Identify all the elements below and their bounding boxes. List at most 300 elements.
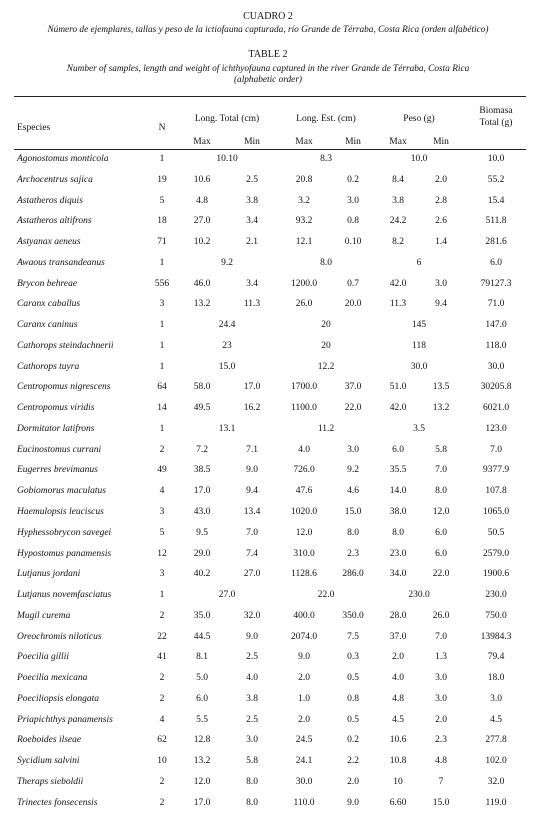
cell-pmax: 34.0 xyxy=(389,569,407,580)
cell-n: 22 xyxy=(157,631,167,642)
table-row xyxy=(0,171,536,192)
cell-ltmax: 44.5 xyxy=(193,631,211,642)
cell-lemax: 2.0 xyxy=(298,714,310,725)
cell-pmax: 42.0 xyxy=(389,278,407,289)
cell-pmin: 13.5 xyxy=(432,382,450,393)
table-row xyxy=(0,648,536,669)
header-lt-max: Max xyxy=(193,137,211,147)
cell-lt: 27.0 xyxy=(218,590,236,601)
cell-bio: 2579.0 xyxy=(482,548,510,559)
cell-lemin: 0.2 xyxy=(347,174,359,185)
cell-pmax: 37.0 xyxy=(389,631,407,642)
cell-ltmin: 17.0 xyxy=(243,382,261,393)
cell-pmax: 8.2 xyxy=(392,237,404,248)
cell-n: 4 xyxy=(159,714,165,725)
table-row xyxy=(0,233,536,254)
header-peso-min: Min xyxy=(433,137,449,147)
header-n: N xyxy=(158,123,166,133)
cell-lemax: 1128.6 xyxy=(291,569,317,580)
species-name: Cathorops tuyra xyxy=(17,361,80,372)
cell-ltmax: 10.2 xyxy=(193,237,211,248)
cell-bio: 50.5 xyxy=(487,527,505,538)
cell-le: 11.2 xyxy=(317,423,335,434)
cell-lemax: 1020.0 xyxy=(290,507,318,518)
cell-ltmin: 7.0 xyxy=(246,527,258,538)
cell-lemax: 47.6 xyxy=(295,486,313,497)
cell-n: 12 xyxy=(157,548,167,559)
cell-ltmin: 8.0 xyxy=(246,776,258,787)
cell-lemax: 726.0 xyxy=(293,465,315,476)
cell-lemin: 2.0 xyxy=(347,776,359,787)
cell-ltmin: 2.5 xyxy=(246,174,258,185)
species-name: Sycidium salvini xyxy=(17,756,80,767)
cell-le: 20 xyxy=(321,340,331,351)
cell-lemax: 400.0 xyxy=(293,610,315,621)
table-row xyxy=(0,586,536,607)
cell-ltmin: 3.8 xyxy=(246,693,258,704)
cell-n: 64 xyxy=(157,382,167,393)
species-name: Eucinostomus currani xyxy=(17,444,102,455)
cell-lemax: 2.0 xyxy=(298,673,310,684)
cell-peso: 230.0 xyxy=(408,590,430,601)
cell-bio: 750.0 xyxy=(485,610,507,621)
table-row xyxy=(0,690,536,711)
cell-ltmax: 17.0 xyxy=(193,797,211,808)
cell-ltmin: 7.1 xyxy=(246,444,258,455)
cell-n: 10 xyxy=(157,756,167,767)
cell-n: 2 xyxy=(159,444,165,455)
cell-pmin: 7.0 xyxy=(435,465,447,476)
cell-lt: 24.4 xyxy=(218,320,236,331)
cell-n: 1 xyxy=(159,257,165,268)
species-name: Dormitator latifrons xyxy=(17,423,95,434)
cell-pmin: 13.2 xyxy=(432,403,450,414)
cell-lemin: 0.7 xyxy=(347,278,359,289)
table-row xyxy=(0,254,536,275)
cell-bio: 79127.3 xyxy=(480,278,512,289)
cell-n: 1 xyxy=(159,154,165,164)
species-name: Awaous transandeanus xyxy=(17,257,105,268)
species-name: Caranx caballus xyxy=(17,299,81,310)
cell-lemin: 22.0 xyxy=(344,403,362,414)
cell-pmin: 9.4 xyxy=(435,299,447,310)
cell-ltmax: 9.5 xyxy=(196,527,208,538)
cell-lemax: 24.5 xyxy=(295,735,313,746)
cell-pmax: 2.0 xyxy=(392,652,404,663)
table-row xyxy=(0,545,536,566)
cell-ltmin: 7.4 xyxy=(246,548,258,559)
cell-pmax: 28.0 xyxy=(389,610,407,621)
header-peso-max: Max xyxy=(389,137,407,147)
cell-lemax: 93.2 xyxy=(295,216,313,227)
cell-pmax: 11.3 xyxy=(389,299,407,310)
cell-peso: 30.0 xyxy=(410,361,428,372)
species-name: Caranx caninus xyxy=(17,320,78,331)
header-long-est: Long. Est. (cm) xyxy=(296,114,356,124)
header-biomasa: Biomasa xyxy=(479,106,513,116)
cell-n: 41 xyxy=(157,652,167,663)
cell-pmax: 51.0 xyxy=(389,382,407,393)
header-lt-min: Min xyxy=(244,137,260,147)
cell-lemin: 2.3 xyxy=(347,548,359,559)
cell-ltmin: 3.4 xyxy=(246,278,258,289)
table-number-en: TABLE 2 xyxy=(248,49,288,60)
cell-lemin: 0.8 xyxy=(347,216,359,227)
cell-n: 1 xyxy=(159,340,165,351)
header-le-max: Max xyxy=(295,137,313,147)
cell-pmax: 42.0 xyxy=(389,403,407,414)
cell-ltmin: 2.5 xyxy=(246,652,258,663)
cell-pmin: 2.8 xyxy=(435,195,447,206)
species-name: Lutjanus jordani xyxy=(17,569,81,580)
table-row xyxy=(0,773,536,794)
cell-n: 2 xyxy=(159,693,165,704)
cell-bio: 9377.9 xyxy=(482,465,510,476)
header-le-min: Min xyxy=(345,137,361,147)
table-row xyxy=(0,669,536,690)
table-title-en-line2: (alphabetic order) xyxy=(233,75,303,85)
cell-ltmax: 49.5 xyxy=(193,403,211,414)
table-number-es: CUADRO 2 xyxy=(243,11,293,22)
cell-pmax: 14.0 xyxy=(389,486,407,497)
cell-pmin: 1.4 xyxy=(435,237,447,248)
cell-ltmax: 35.0 xyxy=(193,610,211,621)
cell-lemax: 4.0 xyxy=(298,444,310,455)
cell-lemin: 3.0 xyxy=(347,195,359,206)
table-row xyxy=(0,565,536,586)
cell-n: 2 xyxy=(159,776,165,787)
cell-ltmin: 2.5 xyxy=(246,714,258,725)
cell-ltmin: 9.4 xyxy=(246,486,258,497)
table-row xyxy=(0,524,536,545)
cell-lemax: 110.0 xyxy=(293,797,315,808)
cell-n: 1 xyxy=(159,590,165,601)
cell-pmin: 2.3 xyxy=(435,735,447,746)
cell-le: 20 xyxy=(321,320,331,331)
cell-ltmax: 7.2 xyxy=(196,444,208,455)
cell-n: 5 xyxy=(159,195,165,206)
cell-pmin: 6.0 xyxy=(435,548,447,559)
cell-ltmax: 8.1 xyxy=(196,652,208,663)
cell-peso: 3.5 xyxy=(413,423,425,434)
header-biomasa-total: Total (g) xyxy=(479,118,513,128)
cell-lt: 13.1 xyxy=(218,423,236,434)
cell-lt: 10.10 xyxy=(216,154,238,164)
species-name: Lutjanus novemfasciatus xyxy=(17,590,112,601)
cell-n: 1 xyxy=(159,361,165,372)
cell-bio: 55.2 xyxy=(487,174,505,185)
cell-n: 3 xyxy=(159,299,165,310)
cell-lemin: 2.2 xyxy=(347,756,359,767)
cell-pmax: 4.0 xyxy=(392,673,404,684)
cell-lemin: 0.5 xyxy=(347,673,359,684)
cell-pmax: 10 xyxy=(393,776,403,787)
species-name: Astatheros diquis xyxy=(17,195,83,206)
cell-pmax: 24.2 xyxy=(389,216,407,227)
cell-ltmin: 13.4 xyxy=(243,507,261,518)
table-row xyxy=(0,337,536,358)
cell-n: 3 xyxy=(159,507,165,518)
cell-bio: 281.6 xyxy=(485,237,507,248)
table-body xyxy=(0,150,536,815)
cell-pmax: 8.4 xyxy=(392,174,404,185)
cell-bio: 6021.0 xyxy=(482,403,510,414)
table-row xyxy=(0,399,536,420)
species-name: Astyanax aeneus xyxy=(17,237,81,248)
table-row xyxy=(0,607,536,628)
cell-lemax: 26.0 xyxy=(295,299,313,310)
cell-ltmin: 16.2 xyxy=(243,403,261,414)
cell-pmin: 2.6 xyxy=(435,216,447,227)
cell-le: 8.3 xyxy=(320,154,332,164)
table-row xyxy=(0,711,536,732)
cell-lemax: 1100.0 xyxy=(291,403,317,414)
cell-lemin: 0.8 xyxy=(347,693,359,704)
cell-lt: 9.2 xyxy=(221,257,233,268)
table-row xyxy=(0,275,536,296)
species-name: Centropomus nigrescens xyxy=(17,382,111,393)
species-name: Hypostomus panamensis xyxy=(17,548,112,559)
cell-n: 19 xyxy=(157,174,167,185)
cell-ltmax: 27.0 xyxy=(193,216,211,227)
cell-n: 2 xyxy=(159,610,165,621)
cell-peso: 10.0 xyxy=(410,154,428,164)
species-name: Agonostomus monticola xyxy=(17,154,109,164)
table-row xyxy=(0,461,536,482)
table-row xyxy=(0,482,536,503)
cell-bio: 511.8 xyxy=(485,216,507,227)
cell-peso: 145 xyxy=(411,320,427,331)
cell-ltmax: 5.0 xyxy=(196,673,208,684)
cell-lemin: 20.0 xyxy=(344,299,362,310)
cell-bio: 102.0 xyxy=(485,756,507,767)
cell-lemin: 8.0 xyxy=(347,527,359,538)
cell-ltmin: 27.0 xyxy=(243,569,261,580)
cell-ltmax: 13.2 xyxy=(193,299,211,310)
cell-lemin: 0.2 xyxy=(347,735,359,746)
cell-lemax: 30.0 xyxy=(295,776,313,787)
cell-ltmin: 9.0 xyxy=(246,465,258,476)
species-name: Archocentrus sajica xyxy=(17,174,93,185)
cell-pmin: 2.0 xyxy=(435,714,447,725)
cell-pmin: 2.0 xyxy=(435,174,447,185)
cell-pmax: 8.0 xyxy=(392,527,404,538)
cell-ltmax: 12.8 xyxy=(193,735,211,746)
cell-pmin: 3.0 xyxy=(435,693,447,704)
species-name: Theraps sieboldii xyxy=(17,776,84,787)
cell-bio: 30.0 xyxy=(487,361,505,372)
cell-lemin: 9.2 xyxy=(347,465,359,476)
cell-pmax: 38.0 xyxy=(389,507,407,518)
table-row xyxy=(0,212,536,233)
cell-n: 2 xyxy=(159,797,165,808)
table-row xyxy=(0,150,536,171)
cell-ltmax: 5.5 xyxy=(196,714,208,725)
cell-pmin: 3.0 xyxy=(435,673,447,684)
cell-ltmin: 9.0 xyxy=(246,631,258,642)
species-name: Brycon behreae xyxy=(17,278,78,289)
cell-n: 18 xyxy=(157,216,167,227)
species-name: Roeboides ilseae xyxy=(17,735,82,746)
header-long-total: Long. Total (cm) xyxy=(194,114,260,124)
cell-lemin: 4.6 xyxy=(347,486,359,497)
cell-bio: 71.0 xyxy=(487,299,505,310)
cell-ltmax: 10.6 xyxy=(193,174,211,185)
cell-bio: 15.4 xyxy=(487,195,505,206)
cell-lemax: 12.0 xyxy=(295,527,313,538)
cell-n: 556 xyxy=(154,278,170,289)
cell-peso: 118 xyxy=(412,340,426,351)
table-row xyxy=(0,316,536,337)
cell-bio: 277.8 xyxy=(485,735,507,746)
cell-ltmax: 13.2 xyxy=(193,756,211,767)
cell-pmin: 22.0 xyxy=(432,569,450,580)
cell-pmin: 5.8 xyxy=(435,444,447,455)
cell-peso: 6 xyxy=(416,257,422,268)
species-name: Cathorops steindachnerii xyxy=(17,340,114,351)
cell-pmax: 23.0 xyxy=(389,548,407,559)
cell-bio: 6.0 xyxy=(490,257,502,268)
cell-pmin: 12.0 xyxy=(432,507,450,518)
cell-pmin: 1.3 xyxy=(435,652,447,663)
cell-n: 1 xyxy=(159,320,165,331)
cell-lemin: 0.5 xyxy=(347,714,359,725)
cell-n: 4 xyxy=(159,486,165,497)
table-title-es: Número de ejemplares, tallas y peso de la ictiofauna capturada, río Grande de Térraba, Costa Rica (orden alfabético) xyxy=(47,25,489,35)
cell-ltmin: 3.8 xyxy=(246,195,258,206)
cell-pmin: 7.0 xyxy=(435,631,447,642)
species-name: Poecilia gillii xyxy=(17,652,69,663)
cell-lemin: 0.10 xyxy=(344,237,362,248)
cell-le: 22.0 xyxy=(317,590,335,601)
cell-ltmin: 32.0 xyxy=(243,610,261,621)
cell-lemin: 0.3 xyxy=(347,652,359,663)
cell-le: 8.0 xyxy=(320,257,332,268)
species-name: Poeciliopsis elongata xyxy=(17,693,100,704)
cell-n: 5 xyxy=(159,527,165,538)
table-row xyxy=(0,752,536,773)
cell-bio: 30205.8 xyxy=(480,382,512,393)
cell-pmax: 10.8 xyxy=(389,756,407,767)
table-row xyxy=(0,503,536,524)
species-name: Centropomus viridis xyxy=(17,403,95,414)
cell-bio: 13984.3 xyxy=(480,631,512,642)
table-row xyxy=(0,378,536,399)
cell-lemax: 9.0 xyxy=(298,652,310,663)
cell-pmax: 10.6 xyxy=(389,735,407,746)
cell-lemax: 1.0 xyxy=(298,693,310,704)
cell-lemin: 37.0 xyxy=(344,382,362,393)
cell-ltmax: 46.0 xyxy=(193,278,211,289)
cell-bio: 119.0 xyxy=(485,797,507,808)
cell-lemax: 20.8 xyxy=(295,174,313,185)
table-row xyxy=(0,628,536,649)
species-name: Poecilia mexicana xyxy=(17,673,88,684)
cell-n: 49 xyxy=(157,465,167,476)
cell-pmin: 26.0 xyxy=(432,610,450,621)
cell-ltmax: 17.0 xyxy=(193,486,211,497)
cell-bio: 18.0 xyxy=(487,673,505,684)
cell-ltmax: 58.0 xyxy=(193,382,211,393)
cell-ltmin: 3.0 xyxy=(246,735,258,746)
cell-lemax: 12.1 xyxy=(295,237,313,248)
cell-lemax: 1200.0 xyxy=(290,278,318,289)
cell-lt: 23 xyxy=(222,340,232,351)
cell-ltmax: 4.8 xyxy=(196,195,208,206)
species-name: Oreochromis niloticus xyxy=(17,631,102,642)
cell-n: 71 xyxy=(157,237,167,248)
cell-pmin: 4.8 xyxy=(435,756,447,767)
cell-bio: 3.0 xyxy=(490,693,502,704)
cell-n: 14 xyxy=(157,403,167,414)
table-row xyxy=(0,358,536,379)
table-row xyxy=(0,794,536,815)
cell-pmax: 6.0 xyxy=(392,444,404,455)
cell-pmax: 4.8 xyxy=(392,693,404,704)
cell-bio: 79.4 xyxy=(487,652,505,663)
species-name: Mugil curema xyxy=(17,610,71,621)
cell-ltmin: 8.0 xyxy=(246,797,258,808)
cell-lemax: 2074.0 xyxy=(290,631,318,642)
table-title-en-line1: Number of samples, length and weight of ichthyofauna captured in the river Grande de Térraba, Costa Rica xyxy=(66,64,470,74)
table-row xyxy=(0,441,536,462)
cell-bio: 123.0 xyxy=(485,423,507,434)
cell-bio: 4.5 xyxy=(490,714,502,725)
cell-lemin: 350.0 xyxy=(342,610,364,621)
cell-lemin: 286.0 xyxy=(342,569,364,580)
cell-lemax: 3.2 xyxy=(298,195,310,206)
cell-lemax: 1700.0 xyxy=(290,382,318,393)
cell-ltmax: 12.0 xyxy=(193,776,211,787)
cell-ltmax: 40.2 xyxy=(193,569,211,580)
top-rule xyxy=(14,96,526,97)
cell-lemax: 310.0 xyxy=(293,548,315,559)
cell-n: 2 xyxy=(159,673,165,684)
species-name: Haemulopsis leuciscus xyxy=(17,507,104,518)
species-name: Trinectes fonsecensis xyxy=(17,797,98,808)
species-name: Hyphessobrycon savegei xyxy=(17,527,112,538)
table-row xyxy=(0,295,536,316)
cell-ltmin: 3.4 xyxy=(246,216,258,227)
header-peso: Peso (g) xyxy=(403,114,435,124)
cell-pmin: 8.0 xyxy=(435,486,447,497)
cell-lemin: 7.5 xyxy=(347,631,359,642)
cell-ltmax: 43.0 xyxy=(193,507,211,518)
cell-le: 12.2 xyxy=(317,361,335,372)
cell-ltmax: 29.0 xyxy=(193,548,211,559)
cell-ltmin: 4.0 xyxy=(246,673,258,684)
cell-pmax: 6.60 xyxy=(389,797,407,808)
cell-pmin: 6.0 xyxy=(435,527,447,538)
cell-lemin: 3.0 xyxy=(347,444,359,455)
cell-pmax: 3.8 xyxy=(392,195,404,206)
cell-pmin: 3.0 xyxy=(435,278,447,289)
header-species: Especies xyxy=(17,123,51,133)
table-row xyxy=(0,192,536,213)
cell-bio: 1065.0 xyxy=(482,507,510,518)
cell-bio: 107.8 xyxy=(485,486,507,497)
cell-ltmax: 6.0 xyxy=(196,693,208,704)
cell-ltmin: 5.8 xyxy=(246,756,258,767)
table-row xyxy=(0,420,536,441)
cell-lt: 15.0 xyxy=(218,361,236,372)
cell-bio: 147.0 xyxy=(485,320,507,331)
table-row xyxy=(0,731,536,752)
cell-ltmax: 38.5 xyxy=(193,465,211,476)
species-name: Eugerres brevimanus xyxy=(17,465,98,476)
cell-bio: 32.0 xyxy=(487,776,505,787)
cell-bio: 7.0 xyxy=(490,444,502,455)
